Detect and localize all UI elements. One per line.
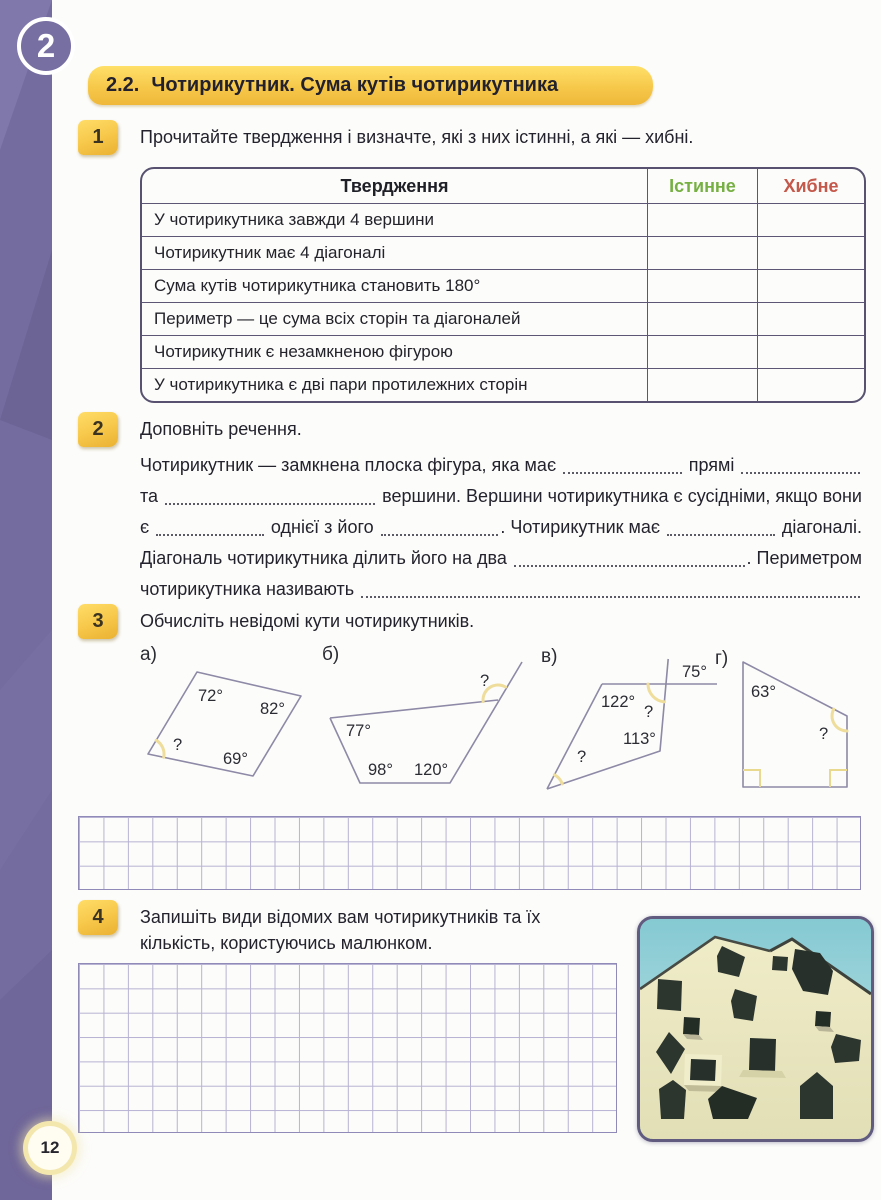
sentence-text: прямі: [683, 455, 740, 475]
unknown-angle-label: ?: [173, 736, 183, 754]
chapter-badge: [17, 17, 75, 75]
building-photo-graphic: [640, 919, 871, 1139]
task-3-tab: [78, 604, 118, 639]
right-angle-mark: [743, 770, 760, 787]
diagram-g-label: г): [715, 648, 729, 669]
diagram-a-label: а): [140, 644, 157, 665]
false-answer-cell[interactable]: [757, 335, 864, 368]
col-statement: Твердження: [340, 175, 449, 196]
section-number: 2.2.: [106, 74, 140, 96]
angle-label: 77°: [346, 722, 371, 740]
unknown-angle-label: ?: [819, 725, 829, 743]
fill-blank[interactable]: [361, 586, 860, 598]
task-1-instruction: Прочитайте твердження і визначте, які з них істинні, а які — хибні.: [140, 127, 694, 147]
false-answer-cell[interactable]: [757, 368, 864, 401]
fill-blank[interactable]: [563, 462, 682, 474]
angle-label: 122°: [601, 693, 636, 711]
diagram-v: [541, 644, 729, 812]
task-3-instruction: Обчисліть невідомі кути чотирикутників.: [140, 611, 475, 631]
angle-label: 69°: [223, 750, 248, 768]
page-number-badge: [28, 1126, 72, 1170]
angle-label: 82°: [260, 700, 285, 718]
true-answer-cell[interactable]: [647, 368, 757, 401]
page-number: 12: [40, 1138, 60, 1157]
statement-cell: У чотирикутника завжди 4 вершини: [142, 203, 647, 236]
fill-blank[interactable]: [156, 524, 264, 536]
true-answer-cell[interactable]: [647, 335, 757, 368]
fill-blank[interactable]: [165, 493, 375, 505]
angle-arc: [156, 740, 164, 757]
diagram-b-figure: [322, 650, 537, 795]
diagram-g: [715, 644, 880, 812]
angle-arc: [648, 684, 664, 702]
diagram-g-figure: [715, 644, 875, 804]
task-4-number: 4: [92, 906, 104, 928]
diagram-a-figure: [140, 652, 320, 802]
fill-blank[interactable]: [514, 555, 745, 567]
diagram-a: [140, 644, 320, 812]
false-answer-cell[interactable]: [757, 203, 864, 236]
fill-line: [140, 510, 862, 541]
unknown-angle-label: ?: [480, 672, 490, 690]
quadrilateral-g: [743, 662, 847, 787]
statements-body: [142, 203, 864, 401]
chapter-number: 2: [36, 27, 56, 64]
window: [815, 1011, 831, 1027]
diagram-b: [322, 644, 537, 812]
diagram-v-label: в): [541, 646, 558, 667]
statement-cell: Периметр — це сума всіх сторін та діагоналей: [142, 302, 647, 335]
fill-line: [140, 448, 862, 479]
sidebar-facets-graphic: [0, 0, 52, 1200]
sentence-text: вершини. Вершини чотирикутника є сусідніми, якщо вони: [377, 486, 862, 506]
window: [749, 1038, 776, 1071]
sidebar: [0, 0, 52, 1200]
sentence-text: діагоналі.: [776, 517, 862, 537]
angle-label: 98°: [368, 761, 393, 779]
false-answer-cell[interactable]: [757, 236, 864, 269]
fill-line: [140, 541, 862, 572]
task-2-tab: [78, 412, 118, 447]
statement-cell: У чотирикутника є дві пари протилежних сторін: [142, 368, 647, 401]
right-angle-mark: [830, 770, 847, 787]
task-4-instruction-line1: Запишіть види відомих вам чотирикутників та їх: [140, 907, 541, 927]
task-1-tab: [78, 120, 118, 155]
angle-label: 113°: [623, 730, 656, 748]
statement-row: [142, 368, 864, 401]
fill-blank[interactable]: [667, 524, 775, 536]
statement-cell: Чотирикутник є незамкненою фігурою: [142, 335, 647, 368]
unknown-angle-label: ?: [644, 703, 654, 721]
sentence-text: чотирикутника називають: [140, 579, 360, 599]
unknown-angle-label: ?: [577, 748, 587, 766]
sentence-text: Чотирикутник — замкнена плоска фігура, яка має: [140, 455, 562, 475]
section-title: Чотирикутник. Сума кутів чотирикутника: [151, 74, 559, 96]
building-photo: [637, 916, 874, 1142]
task-2-instruction: Доповніть речення.: [140, 419, 302, 439]
statement-row: [142, 269, 864, 302]
window: [683, 1017, 700, 1035]
sentence-text: . Периметром: [746, 548, 862, 568]
true-answer-cell[interactable]: [647, 269, 757, 302]
statement-row: [142, 335, 864, 368]
true-answer-cell[interactable]: [647, 203, 757, 236]
task-4-instruction: [140, 904, 640, 956]
fill-blank[interactable]: [741, 462, 860, 474]
section-header: [88, 66, 653, 105]
sentence-text: та: [140, 486, 164, 506]
task-4-instruction-line2: кількість, користуючись малюнком.: [140, 933, 433, 953]
fill-line: [140, 572, 862, 603]
window: [690, 1059, 716, 1081]
window: [657, 979, 682, 1011]
angle-label: 120°: [414, 761, 449, 779]
task-1-number: 1: [92, 126, 104, 148]
statement-cell: Сума кутів чотирикутника становить 180°: [142, 269, 647, 302]
answer-grid-task4[interactable]: [78, 963, 617, 1133]
true-answer-cell[interactable]: [647, 302, 757, 335]
exterior-angle-label: 75°: [682, 663, 707, 681]
task-3-number: 3: [92, 610, 104, 632]
false-answer-cell[interactable]: [757, 269, 864, 302]
fill-line: [140, 479, 862, 510]
col-false: Хибне: [757, 169, 864, 203]
statement-row: [142, 236, 864, 269]
statement-row: [142, 302, 864, 335]
statements-table: [140, 167, 866, 403]
statement-cell: Чотирикутник має 4 діагоналі: [142, 236, 647, 269]
quadrilateral-diagrams: [140, 644, 881, 812]
window: [772, 956, 788, 971]
fill-blank[interactable]: [381, 524, 499, 536]
statements-header-row: [142, 169, 864, 203]
task-4-tab: [78, 900, 118, 935]
col-true: Істинне: [647, 169, 757, 203]
sentence-text: Діагональ чотирикутника ділить його на два: [140, 548, 512, 568]
statement-row: [142, 203, 864, 236]
fill-in-paragraph: [140, 448, 862, 603]
task-2-number: 2: [92, 418, 104, 440]
sentence-text: . Чотирикутник має: [500, 517, 666, 537]
true-answer-cell[interactable]: [647, 236, 757, 269]
sentence-text: є: [140, 517, 155, 537]
angle-label: 72°: [198, 687, 223, 705]
diagram-b-label: б): [322, 644, 340, 665]
angle-label: 63°: [751, 683, 776, 701]
sentence-text: однієї з його: [265, 517, 379, 537]
angle-arc: [554, 775, 562, 784]
answer-grid-task3[interactable]: [78, 816, 861, 890]
false-answer-cell[interactable]: [757, 302, 864, 335]
diagram-v-figure: [541, 644, 729, 804]
window-sill: [739, 1070, 786, 1078]
